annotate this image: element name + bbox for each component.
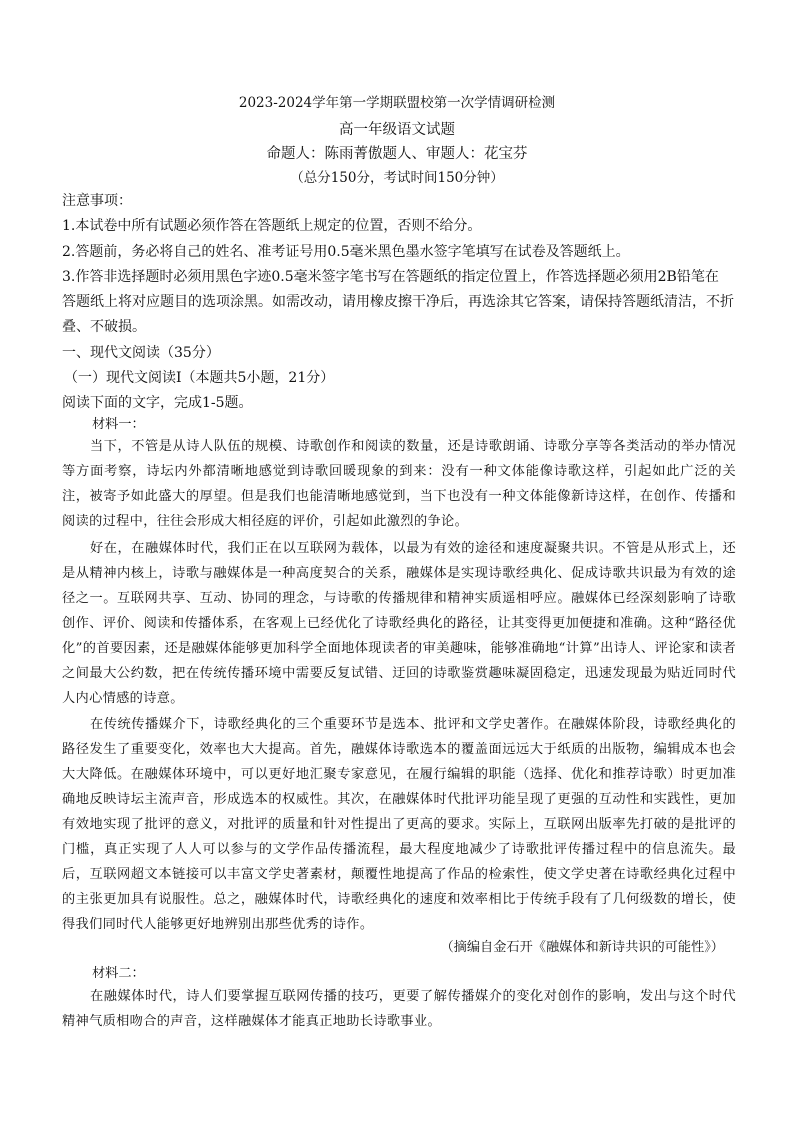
- exam-title: 2023-2024学年第一学期联盟校第一次学情调研检测: [238, 95, 556, 111]
- material-1-paragraph-2: 好在，在融媒体时代，我们正在以互联网为载体，以最为有效的途径和速度凝聚共识。不管是从形式上，还是从精神内核上，诗歌与融媒体是一种高度契合的关系，融媒体是实现诗歌经典化、促成诗歌共识最为有效的途径之一。互联网共享、互动、协同的理念，与诗歌的传播规律和精神实质遥相呼应。融媒体已经深刻影响了诗歌创作、评价、阅读和传播体系，在客观上已经优化了诗歌经典化的路径，让其变得更加便捷和准确。这种“路径优化”的首要因素，还是融媒体能够更加科学全面地体现读者的审美趣味，能够准确地“计算”出诗人、评论家和读者之间最大公约数，把在传统传播环境中需要反复试错、迂回的诗歌鉴赏趣味凝固稳定，迅速发现最为贴近同时代人内心情感的诗意。: [62, 541, 736, 706]
- note-item-1: 1.本试卷中所有试题必须作答在答题纸上规定的位置，否则不给分。: [62, 218, 482, 234]
- material-2-label: 材料二：: [92, 966, 145, 981]
- subsection-title: （一）现代文阅读Ⅰ（本题共5小题，21分）: [64, 370, 335, 386]
- material-1-label: 材料一：: [92, 417, 145, 432]
- material-1-paragraph-3: 在传统传播媒介下，诗歌经典化的三个重要环节是选本、批评和文学史著作。在融媒体阶段，诗歌经典化的路径发生了重要变化，效率也大大提高。首先，融媒体诗歌选本的覆盖面远远大于纸质的出版物，编辑成本也会大大降低。在融媒体环境中，可以更好地汇聚专家意见，在履行编辑的职能（选择、优化和推荐诗歌）时更加准确地反映诗坛主流声音，形成选本的权威性。其次，在融媒体时代批评功能呈现了更强的互动性和实践性，更加有效地实现了批评的意义，对批评的质量和针对性提出了更高的要求。实际上，互联网出版率先打破的是批评的门槛，真正实现了人人可以参与的文学作品传播流程，最大程度地减少了诗歌批评传播过程中的信息流失。最后，互联网超文本链接可以丰富文学史著素材，颠覆性地提高了作品的检索性，使文学史著在诗歌经典化过程中的主张更加具有说服性。总之，融媒体时代，诗歌经典化的速度和效率相比于传统手段有了几何级数的增长，使得我们同时代人能够更好地辨别出那些优秀的诗作。: [62, 717, 736, 932]
- subject-title: 高一年级语文试题: [339, 122, 455, 138]
- score-time-line: （总分150分，考试时间150分钟）: [290, 170, 504, 186]
- material-1-source: （摘编自金石开《融媒体和新诗共识的可能性》）: [440, 940, 724, 955]
- note-item-2: 2.答题前，务必将自己的姓名、准考证号用0.5毫米黑色墨水签字笔填写在试卷及答题纸上。: [62, 244, 630, 260]
- note-item-3-line-2: 答题纸上将对应题目的选项涂黑。如需改动，请用橡皮擦干净后，再选涂其它答案，请保持答题纸清洁，不折: [62, 294, 734, 310]
- material-2-paragraph-1: 在融媒体时代，诗人们要掌握互联网传播的技巧，更要了解传播媒介的变化对创作的影响，发出与这个时代精神气质相吻合的声音，这样融媒体才能真正地助长诗歌事业。: [62, 989, 736, 1029]
- note-item-3-line-3: 叠、不破损。: [62, 319, 146, 335]
- authors-line: 命题人：陈雨菁傲题人、审题人：花宝芬: [266, 146, 528, 162]
- note-item-3-line-1: 3.作答非选择题时必须用黑色字迹0.5毫米签字笔书写在答题纸的指定位置上，作答选择题必须用2B铅笔在: [62, 269, 719, 285]
- reading-instruction: 阅读下面的文字，完成1-5题。: [62, 395, 253, 411]
- material-1-paragraph-1: 当下，不管是从诗人队伍的规模、诗歌创作和阅读的数量，还是诗歌朗诵、诗歌分享等各类活动的举办情况等方面考察，诗坛内外都清晰地感觉到诗歌回暖现象的到来：没有一种文体能像诗歌这样，引起如此广泛的关注，被寄予如此盛大的厚望。但是我们也能清晰地感觉到，当下也没有一种文体能像新诗这样，在创作、传播和阅读的过程中，往往会形成大相径庭的评价，引起如此激烈的争论。: [62, 439, 736, 529]
- section-title: 一、现代文阅读（35分）: [62, 345, 220, 361]
- notes-heading: 注意事项：: [62, 193, 132, 209]
